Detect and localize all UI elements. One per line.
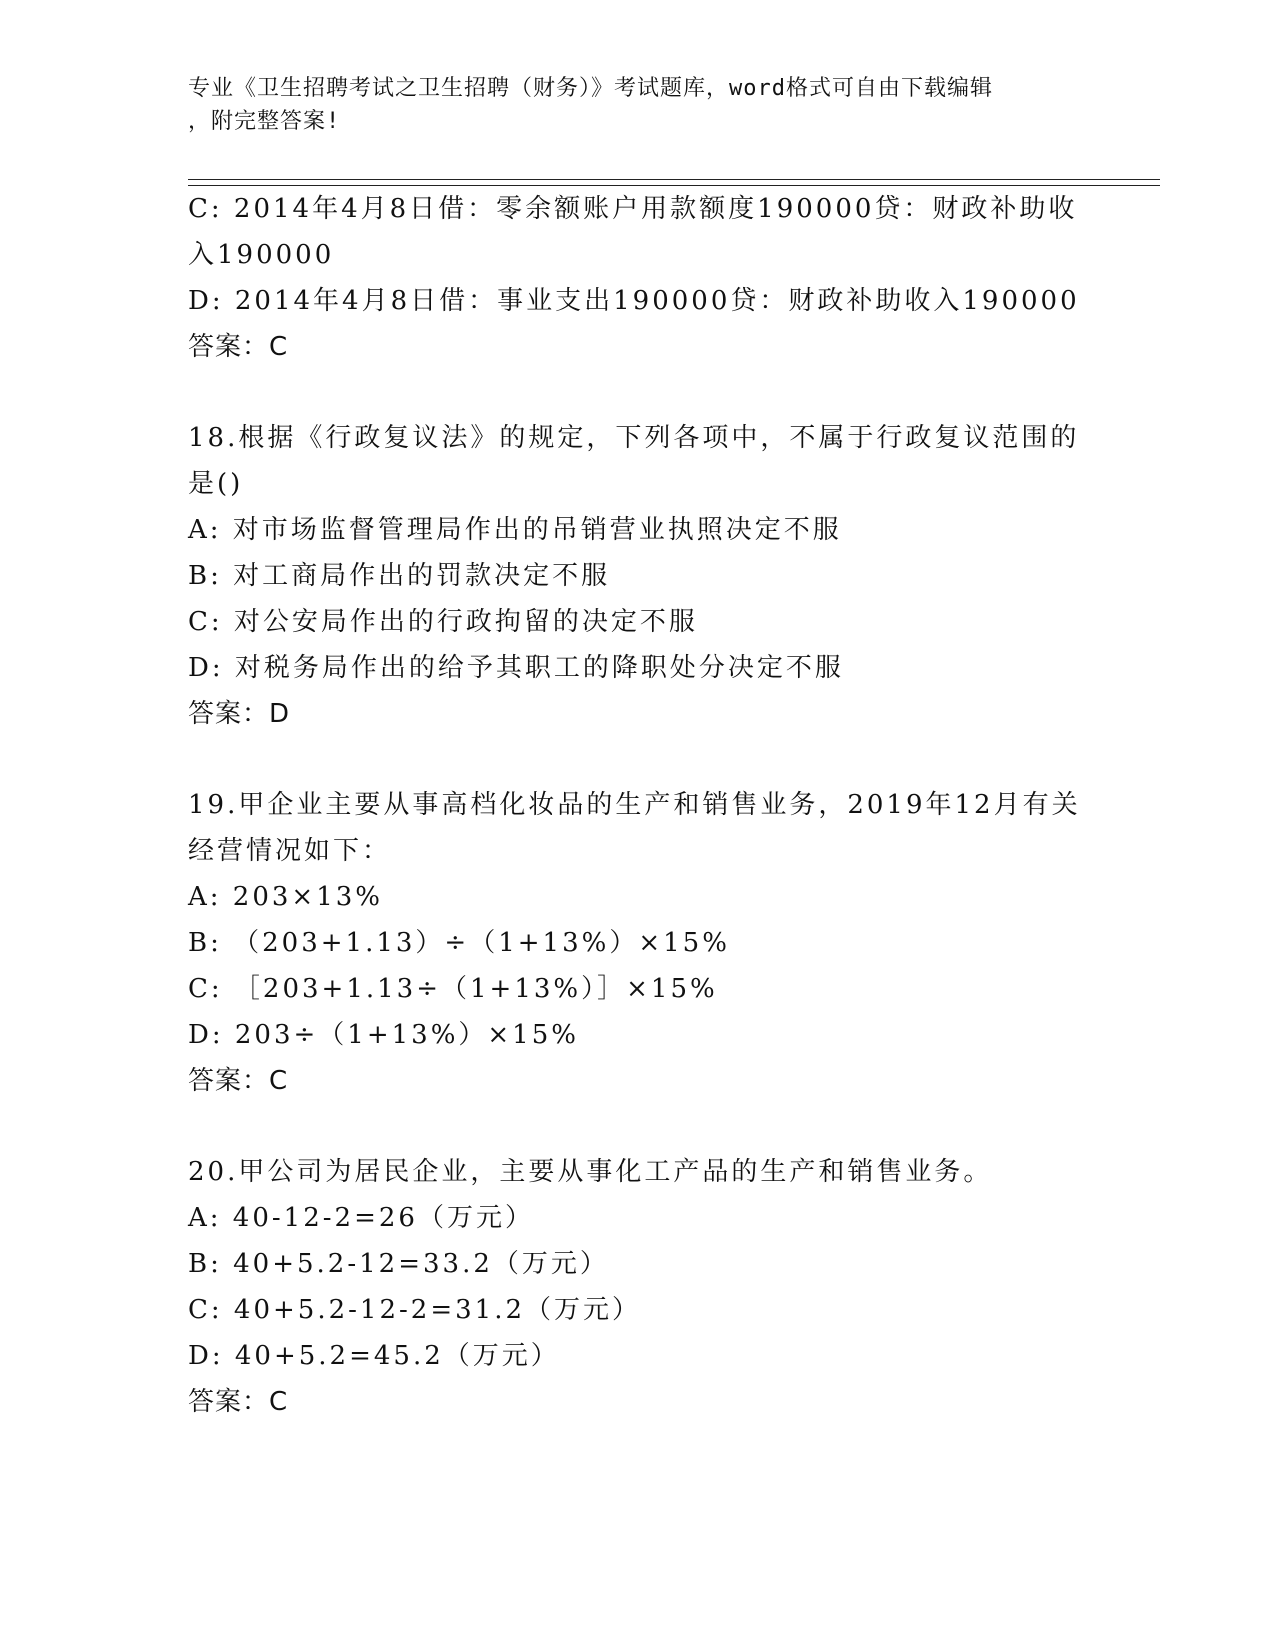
- question-19: [188, 782, 1088, 1104]
- option-b: B: 40+5.2-12=33.2（万元）: [188, 1249, 609, 1279]
- option-a: A: 40-12-2=26（万元）: [188, 1203, 534, 1233]
- option-c-line-1: C: 2014年4月8日借：零余额账户用款额度190000贷：财政补助收: [188, 194, 1078, 224]
- answer: 答案：C: [188, 332, 289, 362]
- document-body: [188, 186, 1088, 1425]
- option-c: C: ［203+1.13÷（1+13%）］×15%: [188, 974, 718, 1004]
- previous-question-block: [188, 186, 1088, 370]
- option-c: C: 40+5.2-12-2=31.2（万元）: [188, 1295, 642, 1325]
- option-b: B: （203+1.13）÷（1+13%）×15%: [188, 928, 730, 958]
- option-d: D: 40+5.2=45.2（万元）: [188, 1341, 560, 1371]
- question-stem-line-2: 经营情况如下：: [188, 836, 392, 866]
- option-a: A: 203×13%: [188, 882, 384, 912]
- question-stem-line-2: 是(): [188, 469, 244, 499]
- question-18: [188, 415, 1088, 737]
- answer: 答案：D: [188, 699, 291, 729]
- question-stem-line-1: 20.甲公司为居民企业，主要从事化工产品的生产和销售业务。: [188, 1157, 993, 1187]
- option-a: A: 对市场监督管理局作出的吊销营业执照决定不服: [188, 515, 842, 545]
- option-c: C: 对公安局作出的行政拘留的决定不服: [188, 607, 698, 637]
- answer: 答案：C: [188, 1066, 289, 1096]
- spacer: [188, 737, 1088, 782]
- answer: 答案：C: [188, 1387, 289, 1417]
- question-20: [188, 1149, 1088, 1425]
- option-d: D: 203÷（1+13%）×15%: [188, 1020, 579, 1050]
- spacer: [188, 1104, 1088, 1149]
- document-header: [188, 72, 1088, 138]
- header-rule-top: [188, 179, 1160, 180]
- header-line-1: 专业《卫生招聘考试之卫生招聘（财务）》考试题库，word格式可自由下载编辑: [188, 76, 993, 101]
- option-d: D: 2014年4月8日借：事业支出190000贷：财政补助收入190000: [188, 286, 1080, 316]
- header-line-2: ，附完整答案!: [188, 109, 341, 134]
- question-stem-line-1: 18.根据《行政复议法》的规定，下列各项中，不属于行政复议范围的: [188, 423, 1080, 453]
- option-c-line-2: 入190000: [188, 240, 335, 270]
- question-stem-line-1: 19.甲企业主要从事高档化妆品的生产和销售业务，2019年12月有关: [188, 790, 1081, 820]
- option-d: D: 对税务局作出的给予其职工的降职处分决定不服: [188, 653, 844, 683]
- option-b: B: 对工商局作出的罚款决定不服: [188, 561, 611, 591]
- spacer: [188, 370, 1088, 415]
